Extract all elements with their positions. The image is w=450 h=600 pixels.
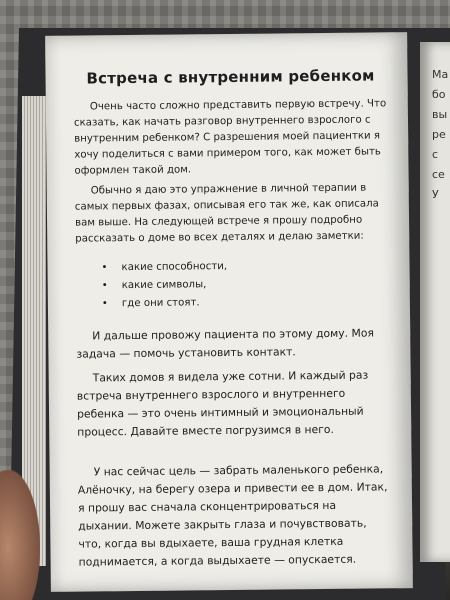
page-content xyxy=(73,66,392,577)
paragraph: Обычно я даю это упражнение в личной терапии в самых первых фазах, описывая его так же, как описала вам выше. На следующей встрече я прошу подробно рассказать о доме во всех деталях и делаю заметки: xyxy=(74,182,379,245)
list-item: • где они стоят. xyxy=(102,292,390,313)
next-page-fragment: ре xyxy=(432,128,446,141)
next-page-fragment: У xyxy=(432,188,439,201)
hand xyxy=(0,470,40,600)
paragraph: Очень часто сложно представить первую встречу. Что сказать, как начать разговор внутреннего взрослого с внутренним ребенком? С разрешения моей пациентки я хочу поделиться с вами примером того, как может быть оформлен такой дом. xyxy=(73,98,387,177)
next-page xyxy=(420,42,450,562)
paragraph: У нас сейчас цель — забрать маленького ребенка, Алёночку, на берегу озера и привести ее в дом. Итак, я прошу вас сначала сконцентрироваться на дыхании. Можете закрыть глаза и почувствовать, что, когда вы вдыхаете, ваша грудная клетка поднимается, а когда выдыхаете — опускается. xyxy=(77,462,388,569)
list-item: • какие способности, xyxy=(101,256,389,277)
bullet-list xyxy=(101,256,390,313)
next-page-fragment: бо xyxy=(432,88,446,101)
next-page-fragment: се xyxy=(432,168,445,181)
paragraph: И дальше провожу пациента по этому дому. Моя задача — помочь установить контакт. xyxy=(76,326,374,361)
next-page-fragment: с xyxy=(432,148,439,161)
next-page-fragment: вы xyxy=(432,108,448,121)
book-page xyxy=(45,32,413,592)
page-title: Встреча с внутренним ребенком xyxy=(86,66,375,88)
paragraph: Таких домов я видела уже сотни. И каждый раз встреча внутреннего взрослого и внутреннего ребенка — это очень интимный и эмоциональный процесс. Давайте вместе погрузимся в него. xyxy=(76,368,369,439)
next-page-fragment: Ма xyxy=(432,68,449,81)
list-item: • какие символы, xyxy=(102,274,390,295)
